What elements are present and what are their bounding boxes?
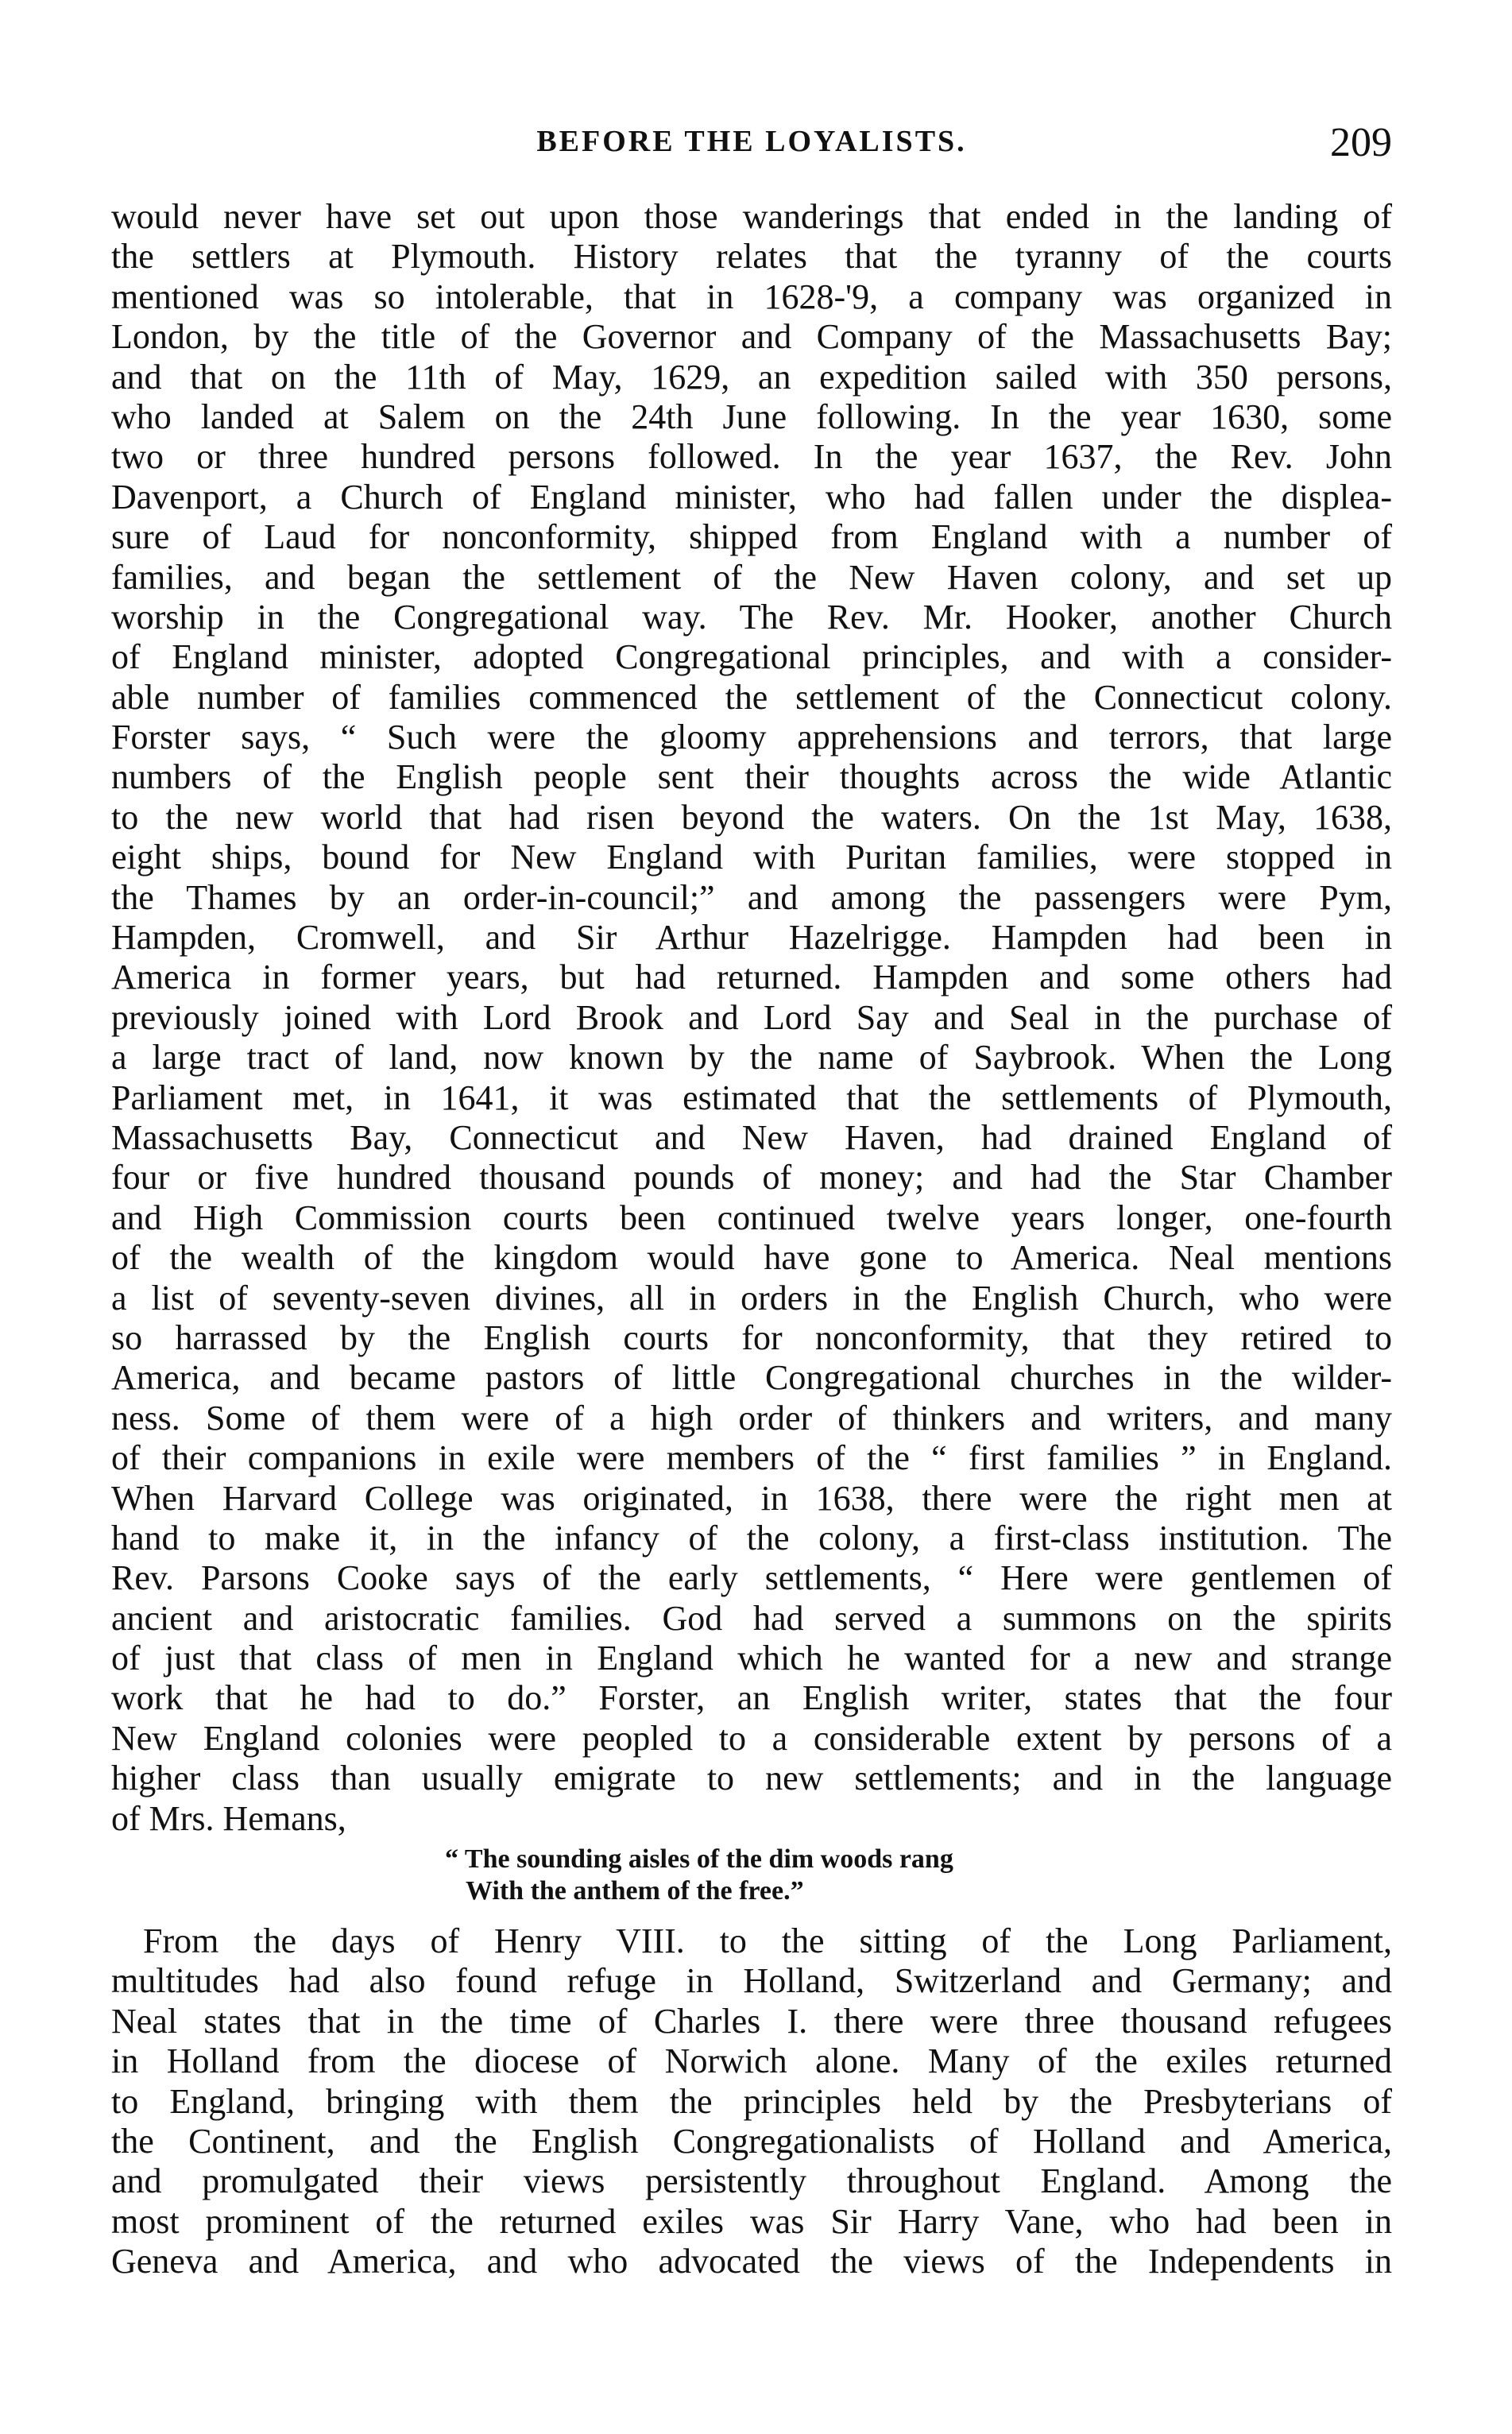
- text-line: of their companions in exile were members of the “ first families ” in England.: [111, 1438, 1392, 1478]
- text-line: Davenport, a Church of England minister, who had fallen under the displea-: [111, 477, 1392, 517]
- text-line: higher class than usually emigrate to new settlements; and in the language: [111, 1759, 1392, 1798]
- text-line: a list of seventy-seven divines, all in orders in the English Church, who were: [111, 1278, 1392, 1318]
- text-line: a large tract of land, now known by the name of Saybrook. When the Long: [111, 1038, 1392, 1078]
- paragraph-2: [111, 1921, 1392, 2282]
- text-line: mentioned was so intolerable, that in 1628-'9, a company was organized in: [111, 277, 1392, 316]
- running-head: BEFORE THE LOYALISTS.: [536, 125, 967, 158]
- text-line: the Continent, and the English Congregationalists of Holland and America,: [111, 2121, 1392, 2161]
- text-line: to England, bringing with them the principles held by the Presbyterians of: [111, 2081, 1392, 2121]
- text-line: of England minister, adopted Congregational principles, and with a consider-: [111, 637, 1392, 677]
- text-line: eight ships, bound for New England with Puritan families, were stopped in: [111, 838, 1392, 877]
- text-line: of just that class of men in England which he wanted for a new and strange: [111, 1639, 1392, 1678]
- text-line: Geneva and America, and who advocated the views of the Independents in: [111, 2242, 1392, 2281]
- text-line: of the wealth of the kingdom would have gone to America. Neal mentions: [111, 1238, 1392, 1278]
- text-line: Hampden, Cromwell, and Sir Arthur Hazelrigge. Hampden had been in: [111, 918, 1392, 958]
- text-line: and that on the 11th of May, 1629, an expedition sailed with 350 persons,: [111, 357, 1392, 397]
- text-line: able number of families commenced the settlement of the Connecticut colony.: [111, 677, 1392, 717]
- text-line: so harrassed by the English courts for nonconformity, that they retired to: [111, 1318, 1392, 1357]
- text-line: sure of Laud for nonconformity, shipped from England with a number of: [111, 517, 1392, 557]
- page-number: 209: [1330, 120, 1392, 165]
- text-line: When Harvard College was originated, in 1638, there were the right men at: [111, 1478, 1392, 1518]
- text-line: ness. Some of them were of a high order of thinkers and writers, and many: [111, 1398, 1392, 1438]
- text-line: the settlers at Plymouth. History relates that the tyranny of the courts: [111, 237, 1392, 277]
- text-line: work that he had to do.” Forster, an English writer, states that the four: [111, 1678, 1392, 1718]
- quote-line: With the anthem of the free.”: [466, 1876, 804, 1906]
- paragraph-1: [111, 197, 1392, 1839]
- text-line: would never have set out upon those wanderings that ended in the landing of: [111, 197, 1392, 236]
- verse-quotation: [111, 1844, 1392, 1907]
- text-line: Forster says, “ Such were the gloomy apprehensions and terrors, that large: [111, 718, 1392, 757]
- page-header: [111, 119, 1392, 167]
- text-line: and High Commission courts been continued twelve years longer, one-fourth: [111, 1198, 1392, 1237]
- text-line: From the days of Henry VIII. to the sitting of the Long Parliament,: [143, 1921, 1392, 1961]
- text-line: who landed at Salem on the 24th June following. In the year 1630, some: [111, 397, 1392, 436]
- text-line: families, and began the settlement of the New Haven colony, and set up: [111, 557, 1392, 597]
- text-line: to the new world that had risen beyond the waters. On the 1st May, 1638,: [111, 797, 1392, 837]
- text-line: New England colonies were peopled to a considerable extent by persons of a: [111, 1718, 1392, 1758]
- text-line: most prominent of the returned exiles was Sir Harry Vane, who had been in: [111, 2201, 1392, 2241]
- text-line: in Holland from the diocese of Norwich alone. Many of the exiles returned: [111, 2041, 1392, 2081]
- text-line: and promulgated their views persistently throughout England. Among the: [111, 2161, 1392, 2201]
- text-line: Rev. Parsons Cooke says of the early settlements, “ Here were gentlemen of: [111, 1558, 1392, 1598]
- text-line: Parliament met, in 1641, it was estimated that the settlements of Plymouth,: [111, 1078, 1392, 1117]
- text-line: Massachusetts Bay, Connecticut and New Haven, had drained England of: [111, 1117, 1392, 1157]
- body-text: [111, 197, 1392, 2282]
- text-line: of Mrs. Hemans,: [111, 1798, 346, 1838]
- text-line: London, by the title of the Governor and Company of the Massachusetts Bay;: [111, 317, 1392, 357]
- text-line: worship in the Congregational way. The Rev. Mr. Hooker, another Church: [111, 597, 1392, 637]
- text-line: multitudes had also found refuge in Holland, Switzerland and Germany; and: [111, 1961, 1392, 2001]
- text-line: Neal states that in the time of Charles I. there were three thousand refugees: [111, 2001, 1392, 2041]
- text-line: America, and became pastors of little Congregational churches in the wilder-: [111, 1358, 1392, 1398]
- text-line: hand to make it, in the infancy of the colony, a first-class institution. The: [111, 1518, 1392, 1558]
- text-line: America in former years, but had returned. Hampden and some others had: [111, 958, 1392, 997]
- text-line: previously joined with Lord Brook and Lord Say and Seal in the purchase of: [111, 997, 1392, 1037]
- text-line: ancient and aristocratic families. God had served a summons on the spirits: [111, 1598, 1392, 1638]
- text-line: numbers of the English people sent their thoughts across the wide Atlantic: [111, 757, 1392, 797]
- quote-line: “ The sounding aisles of the dim woods rang: [445, 1844, 953, 1875]
- text-line: two or three hundred persons followed. In the year 1637, the Rev. John: [111, 437, 1392, 477]
- text-line: the Thames by an order-in-council;” and among the passengers were Pym,: [111, 877, 1392, 917]
- text-line: four or five hundred thousand pounds of money; and had the Star Chamber: [111, 1158, 1392, 1198]
